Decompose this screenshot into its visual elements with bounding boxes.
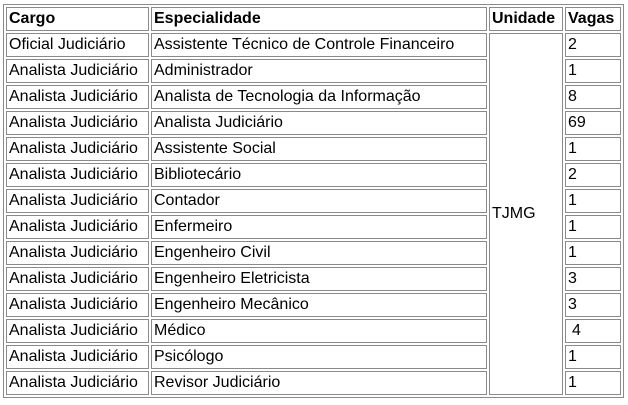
cell-especialidade: Revisor Judiciário	[151, 371, 487, 395]
header-vagas: Vagas	[565, 7, 621, 31]
cell-cargo: Analista Judiciário	[6, 85, 149, 109]
cell-especialidade: Psicólogo	[151, 345, 487, 369]
cell-vagas: 1	[565, 189, 621, 213]
cell-vagas: 3	[565, 267, 621, 291]
cell-especialidade: Analista de Tecnologia da Informação	[151, 85, 487, 109]
cell-cargo: Analista Judiciário	[6, 241, 149, 265]
cell-especialidade: Assistente Social	[151, 137, 487, 161]
cell-cargo: Analista Judiciário	[6, 293, 149, 317]
cell-especialidade: Médico	[151, 319, 487, 343]
header-cargo: Cargo	[6, 7, 149, 31]
cell-cargo: Oficial Judiciário	[6, 33, 149, 57]
cell-especialidade: Contador	[151, 189, 487, 213]
cell-especialidade: Enfermeiro	[151, 215, 487, 239]
cell-vagas: 8	[565, 85, 621, 109]
cell-especialidade: Analista Judiciário	[151, 111, 487, 135]
cell-vagas: 3	[565, 293, 621, 317]
cell-cargo: Analista Judiciário	[6, 215, 149, 239]
header-unidade: Unidade	[489, 7, 563, 31]
cell-cargo: Analista Judiciário	[6, 189, 149, 213]
cell-cargo: Analista Judiciário	[6, 371, 149, 395]
cell-cargo: Analista Judiciário	[6, 345, 149, 369]
cell-vagas: 2	[565, 33, 621, 57]
cell-vagas: 1	[565, 137, 621, 161]
table-body	[6, 33, 621, 395]
cell-cargo: Analista Judiciário	[6, 59, 149, 83]
table-header-row	[6, 7, 621, 31]
cell-cargo: Analista Judiciário	[6, 319, 149, 343]
table-row	[6, 33, 621, 57]
cell-cargo: Analista Judiciário	[6, 111, 149, 135]
cell-vagas: 1	[565, 371, 621, 395]
cell-cargo: Analista Judiciário	[6, 137, 149, 161]
cell-especialidade: Bibliotecário	[151, 163, 487, 187]
cell-vagas: 4	[565, 319, 621, 343]
cell-unidade: TJMG	[489, 33, 563, 395]
cell-vagas: 1	[565, 215, 621, 239]
cell-especialidade: Engenheiro Eletricista	[151, 267, 487, 291]
cell-vagas: 1	[565, 345, 621, 369]
cell-especialidade: Assistente Técnico de Controle Financeiro	[151, 33, 487, 57]
cell-vagas: 69	[565, 111, 621, 135]
header-especialidade: Especialidade	[151, 7, 487, 31]
cell-especialidade: Engenheiro Mecânico	[151, 293, 487, 317]
cell-vagas: 2	[565, 163, 621, 187]
cell-especialidade: Administrador	[151, 59, 487, 83]
vagas-table-container	[3, 4, 624, 398]
cell-cargo: Analista Judiciário	[6, 163, 149, 187]
cell-vagas: 1	[565, 59, 621, 83]
cell-especialidade: Engenheiro Civil	[151, 241, 487, 265]
cell-cargo: Analista Judiciário	[6, 267, 149, 291]
cell-vagas: 1	[565, 241, 621, 265]
vagas-table	[3, 4, 624, 398]
